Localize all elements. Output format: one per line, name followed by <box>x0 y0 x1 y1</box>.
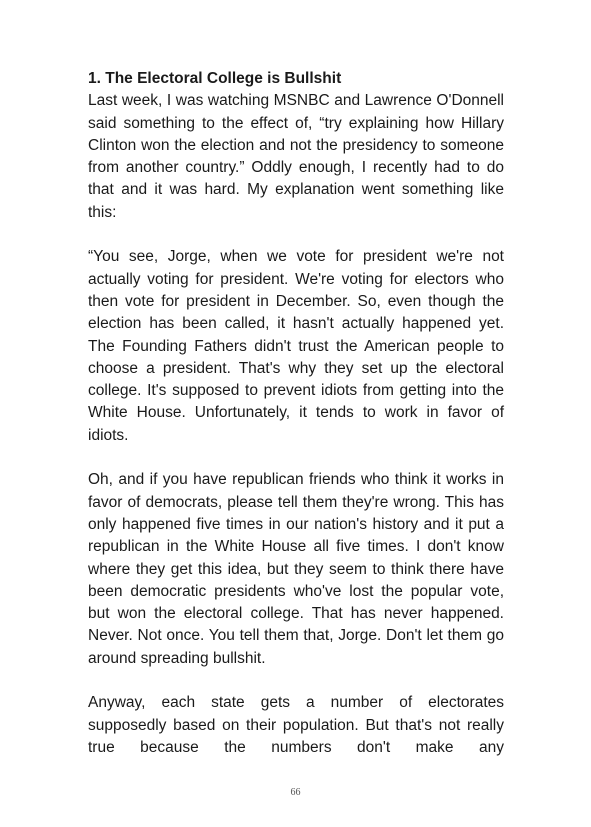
page-body <box>88 68 504 759</box>
body-paragraph: Last week, I was watching MSNBC and Lawrence O'Donnell said something to the effect of, “try explaining how Hillary Clinton won the election and not the presidency to someone from another country.” Oddly enough, I recently had to do that and it was hard. My explanation went something like this: <box>88 92 504 221</box>
section-heading: 1. The Electoral College is Bullshit <box>88 70 342 87</box>
body-paragraph: Oh, and if you have republican friends who think it works in favor of democrats, please tell them they're wrong. This has only happened five times in our nation's history and it put a republican in the White House all five times. I don't know where they get this idea, but they seem to think there have been democratic presidents who've lost the popular vote, but won the electoral college. That has never happened. Never. Not once. You tell them that, Jorge. Don't let them go around spreading bullshit. <box>88 471 504 667</box>
page-number: 66 <box>290 787 301 798</box>
body-paragraph: “You see, Jorge, when we vote for president we're not actually voting for president. We're voting for electors who then vote for president in December. So, even though the election has been called, it hasn't actually happened yet. The Founding Fathers didn't trust the American people to choose a president. That's why they set up the electoral college. It's supposed to prevent idiots from getting into the White House. Unfortunately, it tends to work in favor of idiots. <box>88 248 504 444</box>
body-paragraph: Anyway, each state gets a number of electorates supposedly based on their population. But that's not really true because the numbers don't make any <box>88 694 504 756</box>
paragraph-spacer <box>88 447 504 469</box>
paragraph-spacer <box>88 224 504 246</box>
paragraph-spacer <box>88 670 504 692</box>
